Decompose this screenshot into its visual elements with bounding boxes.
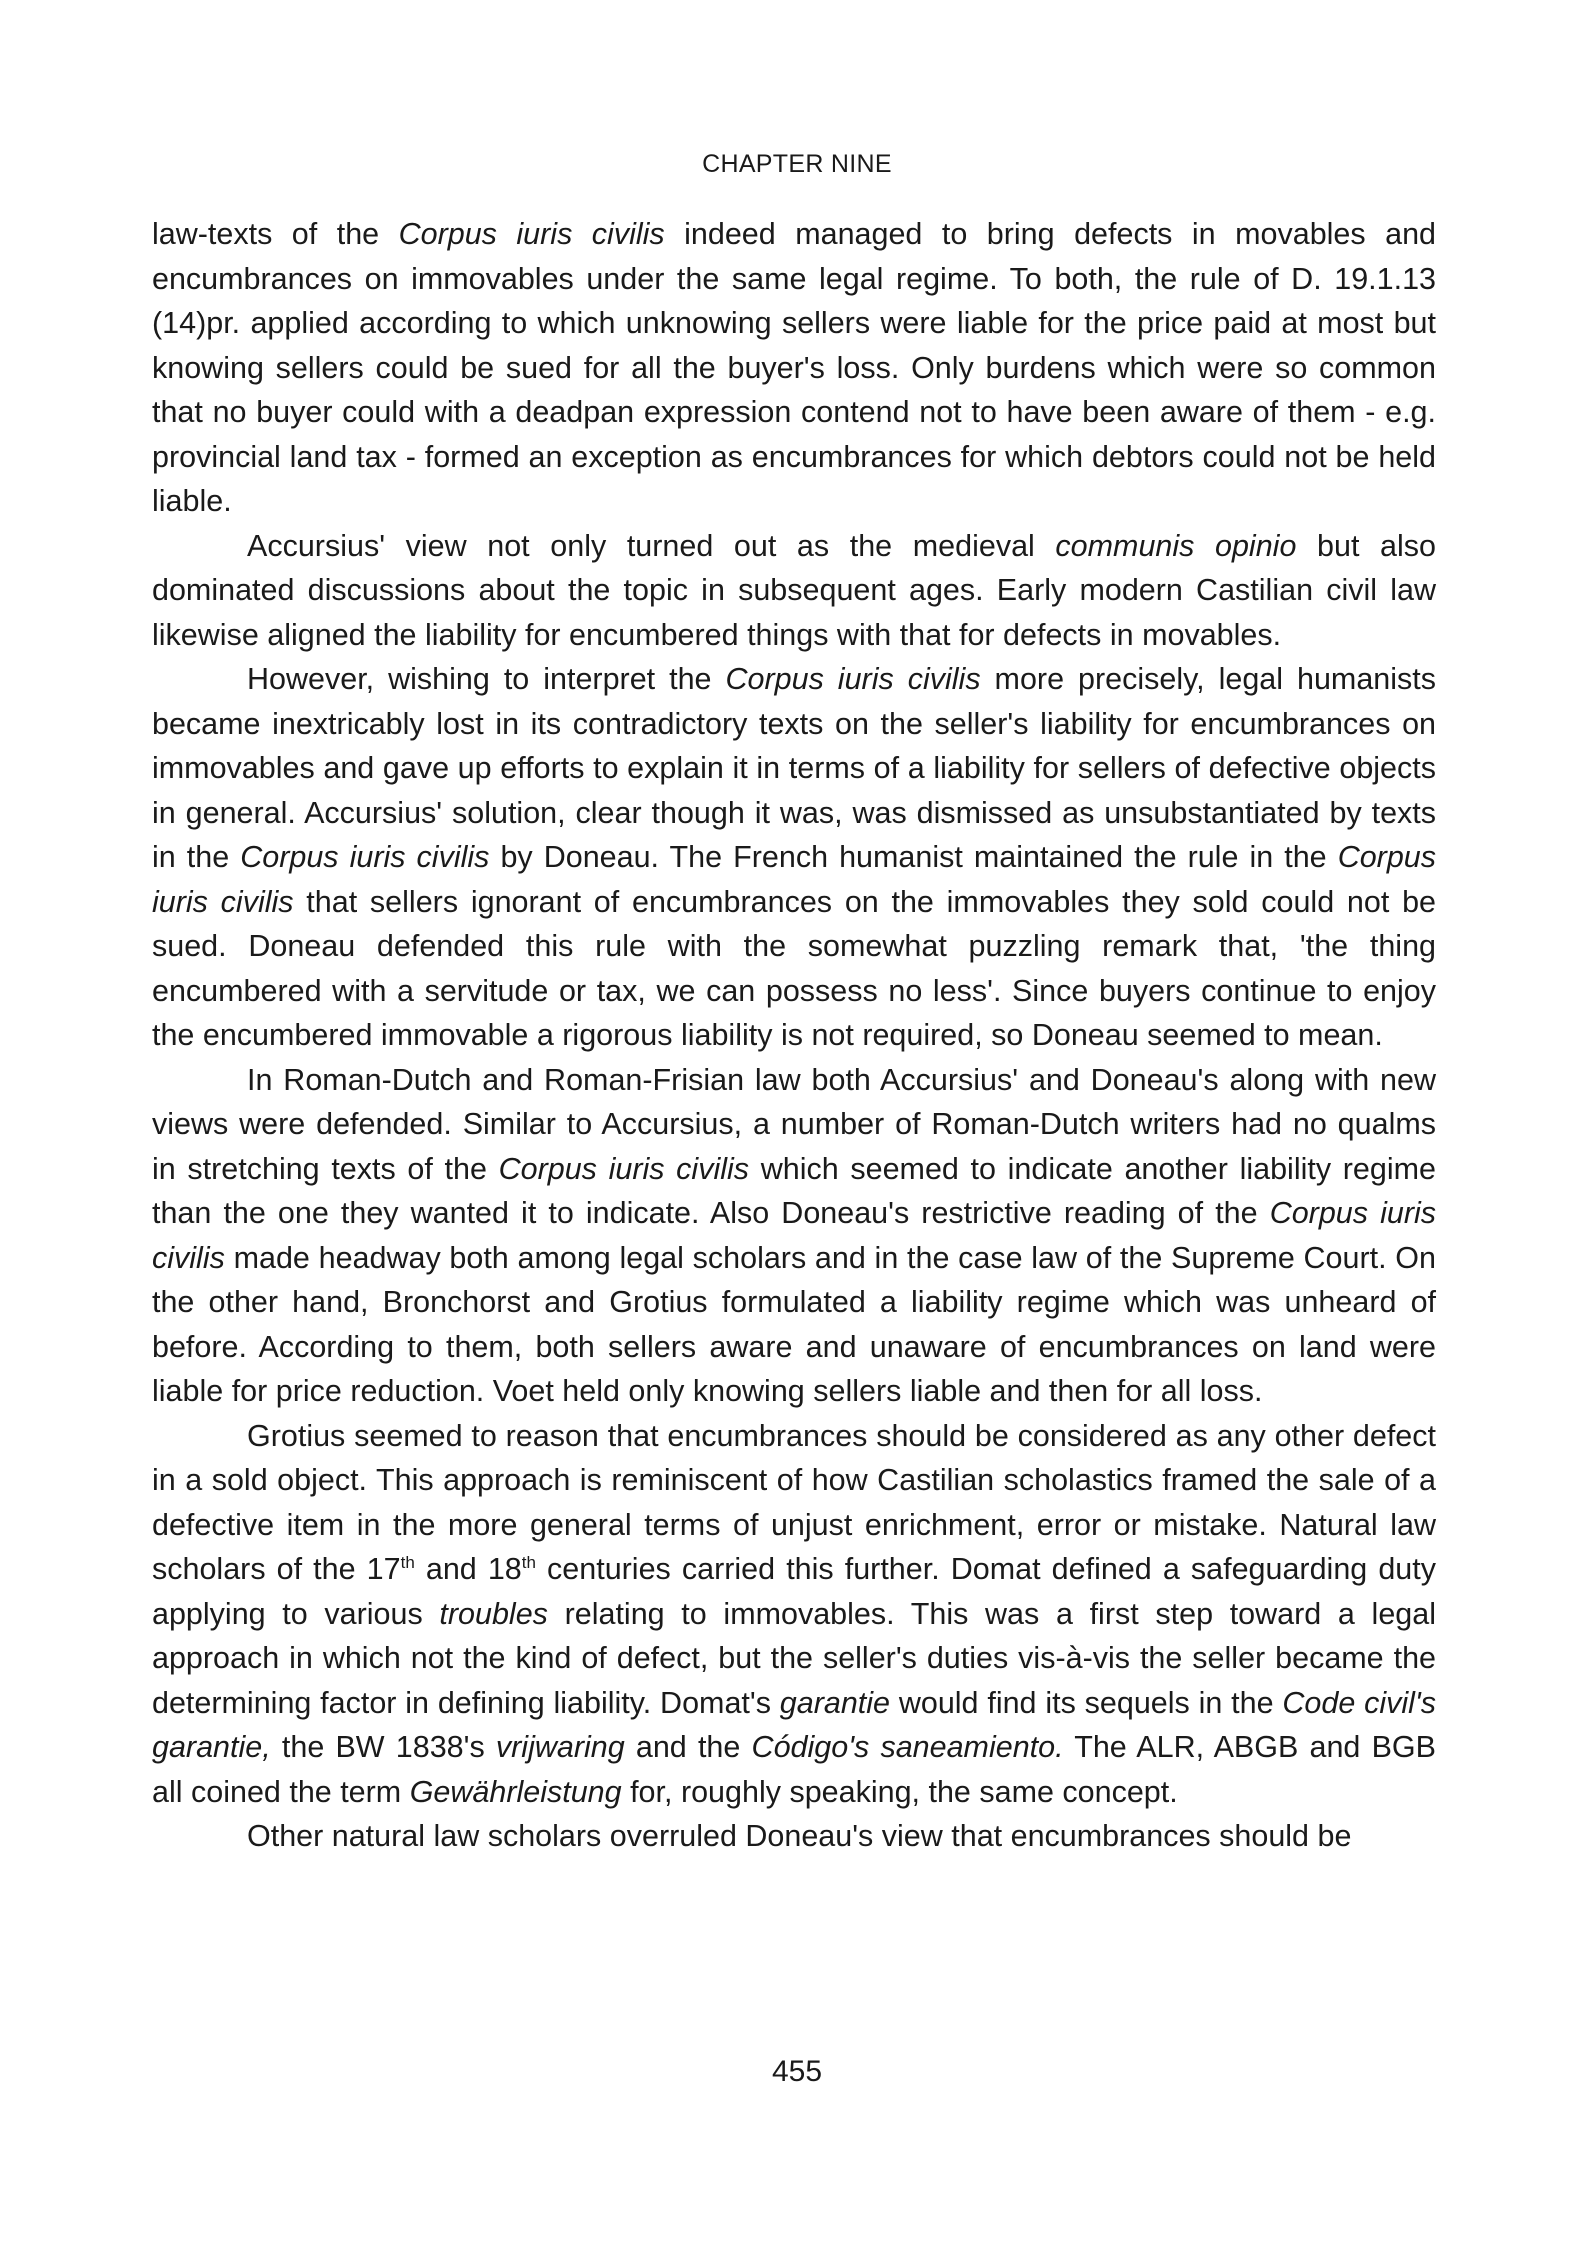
text-run: and 18	[414, 1552, 522, 1586]
running-head: CHAPTER NINE	[702, 150, 892, 178]
text-run: made headway both among legal scholars and in the case law of the Supreme Court. On the other hand, Bronchorst and Grotius formulated a liability regime which was unheard of before. According to them, both sellers aware and unaware of encumbrances on land were liable for price reduction. Voet held only knowing sellers liable and then for all loss.	[152, 1240, 1436, 1408]
text-run: more precisely, legal humanists became inextricably lost in its contradictory texts on the seller's liability for encumbrances on immovables and gave up efforts to explain it in terms of a liability for sellers of defective objects in general. Accursius' solution, clear though it was, was dismissed as unsubstantiated by texts in the	[152, 662, 1437, 874]
paragraph	[152, 524, 1436, 658]
text-run: relating to immovables. This was a first step toward a legal approach in which not the kind of defect, but the seller's duties vis-à-vis the seller became the determining factor in defining liability. Domat's	[152, 1596, 1437, 1720]
italic-text: Corpus iuris civilis	[398, 217, 665, 251]
paragraph	[152, 657, 1436, 1058]
text-run: which seemed to indicate another liability regime than the one they wanted it to indicate. Also Doneau's restrictive reading of the	[152, 1151, 1437, 1230]
text-run: Grotius seemed to reason that encumbrances should be considered as any other defect in a sold object. This approach is reminiscent of how Castilian scholastics framed the sale of a defective item in the more general terms of unjust enrichment, error or mistake. Natural law scholars of the 17	[152, 1418, 1436, 1586]
paragraph	[152, 212, 1436, 524]
italic-text: Corpus iuris civilis	[152, 840, 1437, 919]
text-run: centuries carried this further. Domat defined a safeguarding duty applying to various	[152, 1552, 1436, 1631]
italic-text: Corpus iuris civilis	[725, 662, 981, 696]
paragraph	[152, 1814, 1436, 1859]
text-run: that sellers ignorant of encumbrances on the immovables they sold could not be sued. Doneau defended this rule with the somewhat puzzling remark that, 'the thing encumbered with a servitude or tax, we can possess no less'. Since buyers continue to enjoy the encumbered immovable a rigorous liability is not required, so Doneau seemed to mean.	[152, 884, 1437, 1052]
text-run: Other natural law scholars overruled Doneau's view that encumbrances should be	[247, 1819, 1352, 1853]
italic-text: Gewährleistung	[409, 1774, 622, 1809]
italic-text: troubles	[439, 1596, 548, 1631]
body-text	[152, 212, 1436, 1859]
text-run: and the	[624, 1730, 752, 1764]
text-run: for, roughly speaking, the same concept.	[621, 1774, 1178, 1809]
italic-text: Corpus iuris civilis	[152, 1196, 1437, 1275]
text-run: the BW 1838's	[270, 1730, 496, 1764]
text-run: In Roman-Dutch and Roman-Frisian law both Accursius' and Doneau's along with new views were defended. Similar to Accursius, a number of Roman-Dutch writers had no qualms in stretching texts of the	[152, 1062, 1436, 1186]
text-run: would find its sequels in the	[890, 1685, 1283, 1720]
text-run: The ALR, ABGB and BGB all coined the term	[152, 1730, 1436, 1809]
text-run: Accursius' view not only turned out as the medieval	[247, 528, 1056, 563]
paragraph	[152, 1058, 1436, 1414]
ordinal-superscript: th	[521, 1552, 536, 1572]
text-run: law-texts of the	[152, 217, 399, 251]
text-run: by Doneau. The French humanist maintained the rule in the	[489, 840, 1338, 874]
italic-text: vrijwaring	[495, 1730, 625, 1764]
ordinal-superscript: th	[400, 1552, 415, 1572]
text-run: However, wishing to interpret the	[247, 662, 726, 696]
italic-text: Corpus iuris civilis	[498, 1151, 750, 1186]
page-number: 455	[771, 2055, 823, 2088]
text-run: but also dominated discussions about the topic in subsequent ages. Early modern Castilian civil law likewise aligned the liability for encumbered things with that for defects in movables.	[152, 528, 1436, 652]
italic-text: Corpus iuris civilis	[240, 840, 490, 874]
italic-text: Código's saneamiento.	[751, 1730, 1064, 1764]
italic-text: garantie	[779, 1685, 891, 1720]
italic-text: communis opinio	[1055, 528, 1297, 563]
text-run: indeed managed to bring defects in movables and encumbrances on immovables under the same legal regime. To both, the rule of D. 19.1.13 (14)pr. applied according to which unknowing sellers were liable for the price paid at most but knowing sellers could be sued for all the buyer's loss. Only burdens which were so common that no buyer could with a deadpan expression contend not to have been aware of them - e.g. provincial land tax - formed an exception as encumbrances for which debtors could not be held liable.	[152, 217, 1437, 518]
italic-text: Code civil's garantie,	[152, 1685, 1437, 1764]
paragraph	[152, 1414, 1436, 1815]
